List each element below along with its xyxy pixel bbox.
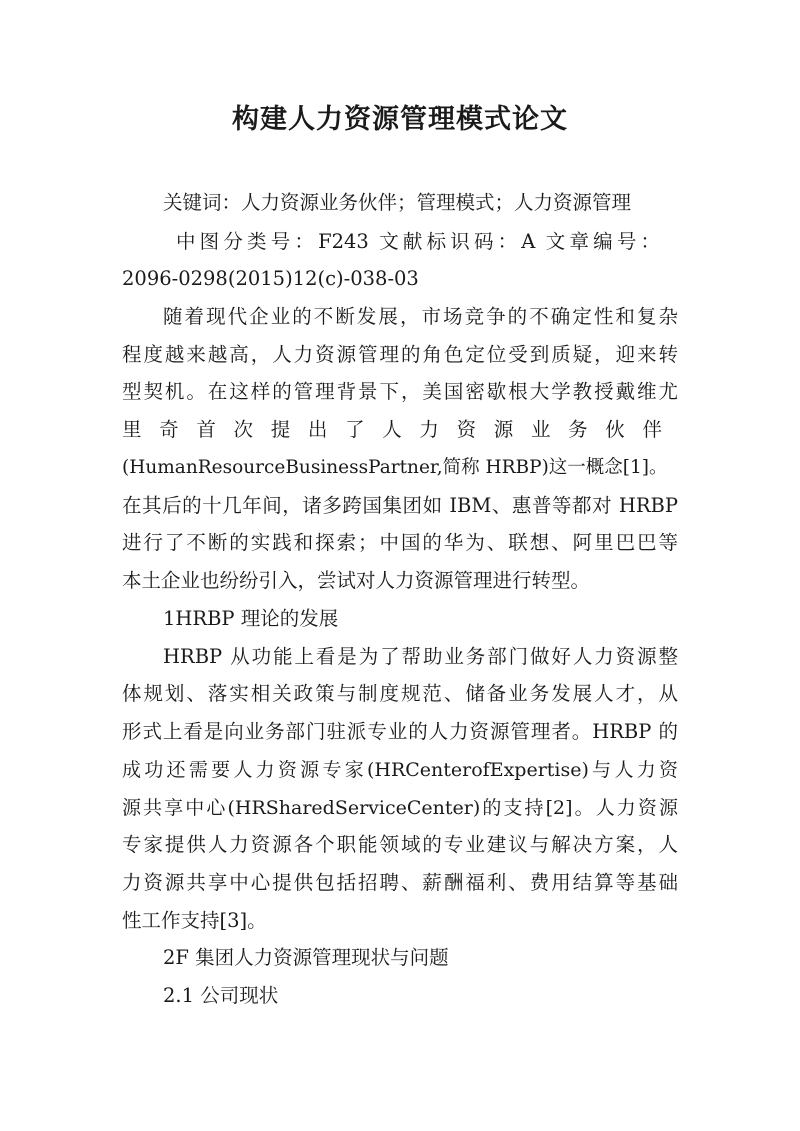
document-title: 构建人力资源管理模式论文 bbox=[232, 104, 568, 135]
paragraph-line: 源共享中心(HRSharedServiceCenter)的支持[2]。人力资源 bbox=[122, 797, 678, 819]
paragraph-line: 性工作支持[3]。 bbox=[122, 909, 267, 932]
paragraph-line: 在其后的十几年间，诸多跨国集团如 IBM、惠普等都对 HRBP bbox=[122, 494, 678, 517]
paragraph-line: 本土企业也纷纷引入，尝试对人力资源管理进行转型。 bbox=[122, 569, 591, 592]
paragraph-line: 型契机。在这样的管理背景下，美国密歇根大学教授戴维尤 bbox=[122, 380, 678, 403]
paragraph-line: 形式上看是向业务部门驻派专业的人力资源管理者。HRBP 的 bbox=[122, 720, 678, 743]
paragraph-line: 里奇首次提出了人力资源业务伙伴 bbox=[122, 418, 678, 441]
paragraph-line: 成功还需要人力资源专家(HRCenterofExpertise)与人力资 bbox=[122, 759, 678, 781]
paragraph-line: (HumanResourceBusinessPartner,简称 HRBP)这一概念[1]。 bbox=[122, 457, 668, 478]
paragraph-line: 进行了不断的实践和探索；中国的华为、联想、阿里巴巴等 bbox=[122, 531, 678, 554]
subsection-heading: 2.1 公司现状 bbox=[163, 984, 279, 1007]
keywords-line: 关键词：人力资源业务伙伴；管理模式；人力资源管理 bbox=[163, 191, 632, 214]
paragraph-line: 随着现代企业的不断发展，市场竞争的不确定性和复杂 bbox=[163, 305, 678, 328]
section-heading: 2F 集团人力资源管理现状与问题 bbox=[163, 946, 449, 969]
paragraph-line: 体规划、落实相关政策与制度规范、储备业务发展人才，从 bbox=[122, 682, 678, 705]
paragraph-line: 专家提供人力资源各个职能领域的专业建议与解决方案，人 bbox=[122, 833, 678, 856]
classification-line: 中图分类号：F243 文献标识码：A 文章编号： bbox=[176, 230, 660, 253]
paragraph-line: 力资源共享中心提供包括招聘、薪酬福利、费用结算等基础 bbox=[122, 871, 678, 894]
paragraph-line: HRBP 从功能上看是为了帮助业务部门做好人力资源整 bbox=[163, 645, 678, 668]
section-heading: 1HRBP 理论的发展 bbox=[163, 607, 339, 630]
article-number-line: 2096-0298(2015)12(c)-038-03 bbox=[122, 267, 419, 290]
paragraph-line: 程度越来越高，人力资源管理的角色定位受到质疑，迎来转 bbox=[122, 343, 678, 366]
